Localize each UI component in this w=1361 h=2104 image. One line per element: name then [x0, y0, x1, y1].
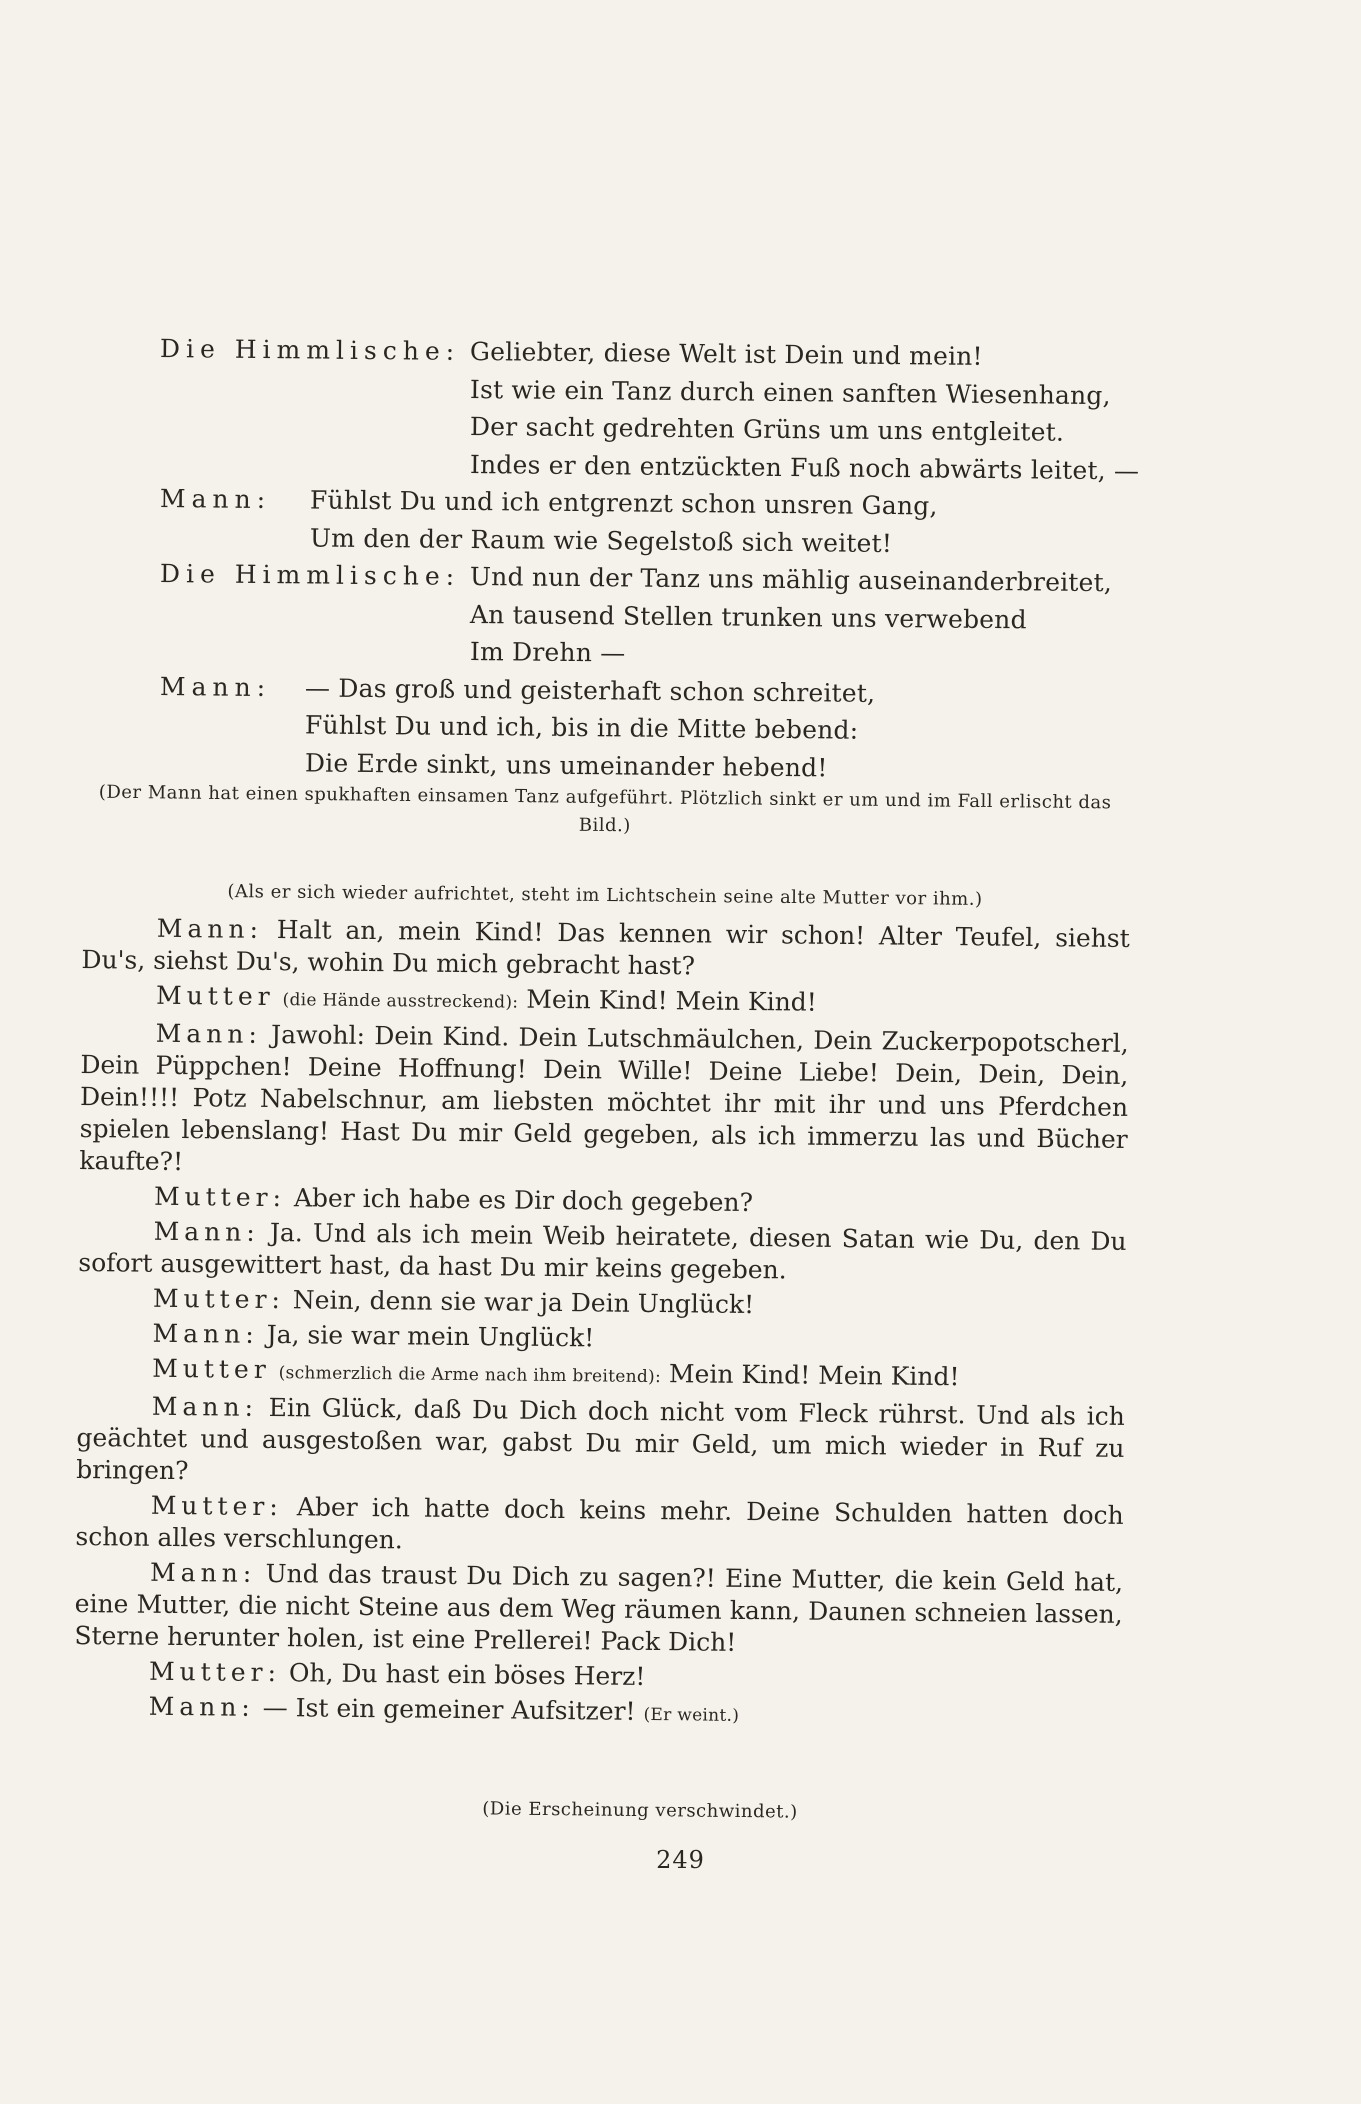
speaker-label: Mann: [148, 1691, 255, 1722]
dialogue-line [81, 912, 1130, 987]
speaker-label: Mann: [152, 1318, 259, 1349]
stage-direction-inline: (die Hände ausstreckend): [282, 990, 519, 1013]
dialogue-line [75, 1489, 1124, 1564]
verse-text: Die Erde sinkt, uns umeinander hebend! [304, 747, 828, 782]
verse-text: — Das groß und geisterhaft schon schreitet, [304, 672, 876, 708]
speaker-label: Die Himmlische: [159, 334, 461, 366]
verse-text: Fühlst Du und ich, bis in die Mitte bebend: [304, 710, 859, 745]
speech-text: Ja, sie war mein Unglück! [266, 1319, 595, 1353]
speaker-label: Mutter: [150, 1490, 283, 1522]
speech-text: Und das traust Du Dich zu sagen?! Eine Mutter, die kein Geld hat, eine Mutter, die nicht Steine aus dem Weg räumen kann, Daunen schneien lassen, Sterne herunter holen, ist eine Prellerei! Pack Dich! [74, 1558, 1124, 1657]
speaker-label: Mutter: [148, 1656, 282, 1688]
verse-text: An tausend Stellen trunken uns verwebend [469, 599, 1027, 634]
verse-text: Um den der Raum wie Segelstoß sich weitet! [309, 522, 893, 558]
speaker-label: Mann: [149, 1557, 257, 1588]
speech-text: Ein Glück, daß Du Dich doch nicht vom Fleck rührst. Und als ich geächtet und ausgestoßen war, gabst Du mir Geld, um mich wieder in Ruf zu bringen? [76, 1392, 1125, 1486]
speech-text: Ja. Und als ich mein Weib heiratete, diesen Satan wie Du, den Du sofort ausgewittert hast, da hast Du mir keins gegeben. [78, 1217, 1127, 1285]
speaker-label: Mutter [152, 1353, 271, 1385]
speaker-label: Mutter [155, 980, 275, 1012]
speaker-label: Mann: [159, 671, 272, 702]
dialogue-line [73, 1690, 1121, 1736]
speaker-label: Mann: [151, 1391, 259, 1422]
speaker-label: Mann: [156, 913, 264, 944]
speech-text: — Ist ein gemeiner Aufsitzer! [262, 1692, 636, 1726]
verse-text: Fühlst Du und ich entgrenzt schon unsren Gang, [309, 485, 938, 521]
stage-direction: (Die Erscheinung verschwindet.) [482, 1798, 798, 1823]
verse-text: Ist wie ein Tanz durch einen sanften Wiesenhang, [469, 374, 1111, 410]
verse-text: Und nun der Tanz uns mählig auseinanderbreitet, [469, 561, 1113, 598]
speaker-label: Mutter: [153, 1181, 287, 1213]
speech-text: Aber ich hatte doch keins mehr. Deine Schulden hatten doch schon alles verschlungen. [75, 1492, 1124, 1555]
stage-direction-inline: (Er weint.) [643, 1704, 740, 1726]
speaker-label: Mann: [159, 484, 272, 515]
dialogue-line [78, 1215, 1127, 1290]
speech-text: Halt an, mein Kind! Das kennen wir schon! Alter Teufel, siehst Du's, siehst Du's, wohin Du mich gebracht hast? [81, 915, 1130, 981]
dialogue-line [74, 1556, 1123, 1663]
stage-direction: (Der Mann hat einen spukhaften einsamen Tanz aufgeführt. Plötzlich sinkt er um und im Fall erlischt das Bild.) [98, 781, 1112, 837]
speaker-label: Die Himmlische: [159, 559, 461, 591]
verse-block [160, 330, 1140, 780]
verse-text: Geliebter, diese Welt ist Dein und mein! [469, 336, 983, 371]
page-number: 249 [656, 1846, 705, 1874]
speech-text: Mein Kind! Mein Kind! [668, 1359, 960, 1392]
dialogue-line [76, 1390, 1125, 1497]
speech-text: Jawohl: Dein Kind. Dein Lutschmäulchen, Dein Zuckerpopotscherl, Dein Püppchen! Deine Hoffnung! Dein Wille! Deine Liebe! Dein, Dein, Dein, Dein!!!! Potz Nabelschnur, am liebsten möchtet ihr mit ihr und uns Pferdchen spielen lebenslang! Hast Du mir Geld gegeben, als ich immerzu las und Bücher kaufte?! [79, 1019, 1129, 1177]
speech-text: Mein Kind! Mein Kind! [526, 984, 817, 1017]
speaker-label: Mutter: [152, 1283, 286, 1315]
dialogue-line [79, 1017, 1129, 1188]
speech-text: Aber ich habe es Dir doch gegeben? [293, 1183, 754, 1218]
verse-text: Indes er den entzückten Fuß noch abwärts leitet, — [469, 449, 1140, 485]
dialogue-block [73, 912, 1129, 1739]
verse-text: Der sacht gedrehten Grüns um uns entgleitet. [469, 411, 1065, 447]
stage-direction-inline: (schmerzlich die Arme nach ihm breitend): [278, 1363, 662, 1388]
speech-text: Oh, Du hast ein böses Herz! [288, 1658, 646, 1691]
speaker-label: Mann: [153, 1216, 260, 1247]
stage-direction: (Als er sich wieder aufrichtet, steht im Lichtschein seine alte Mutter vor ihm.) [227, 881, 983, 910]
speaker-label: Mann: [155, 1018, 263, 1049]
speech-text: Nein, denn sie war ja Dein Unglück! [292, 1285, 755, 1320]
verse-text: Im Drehn — [469, 636, 626, 668]
